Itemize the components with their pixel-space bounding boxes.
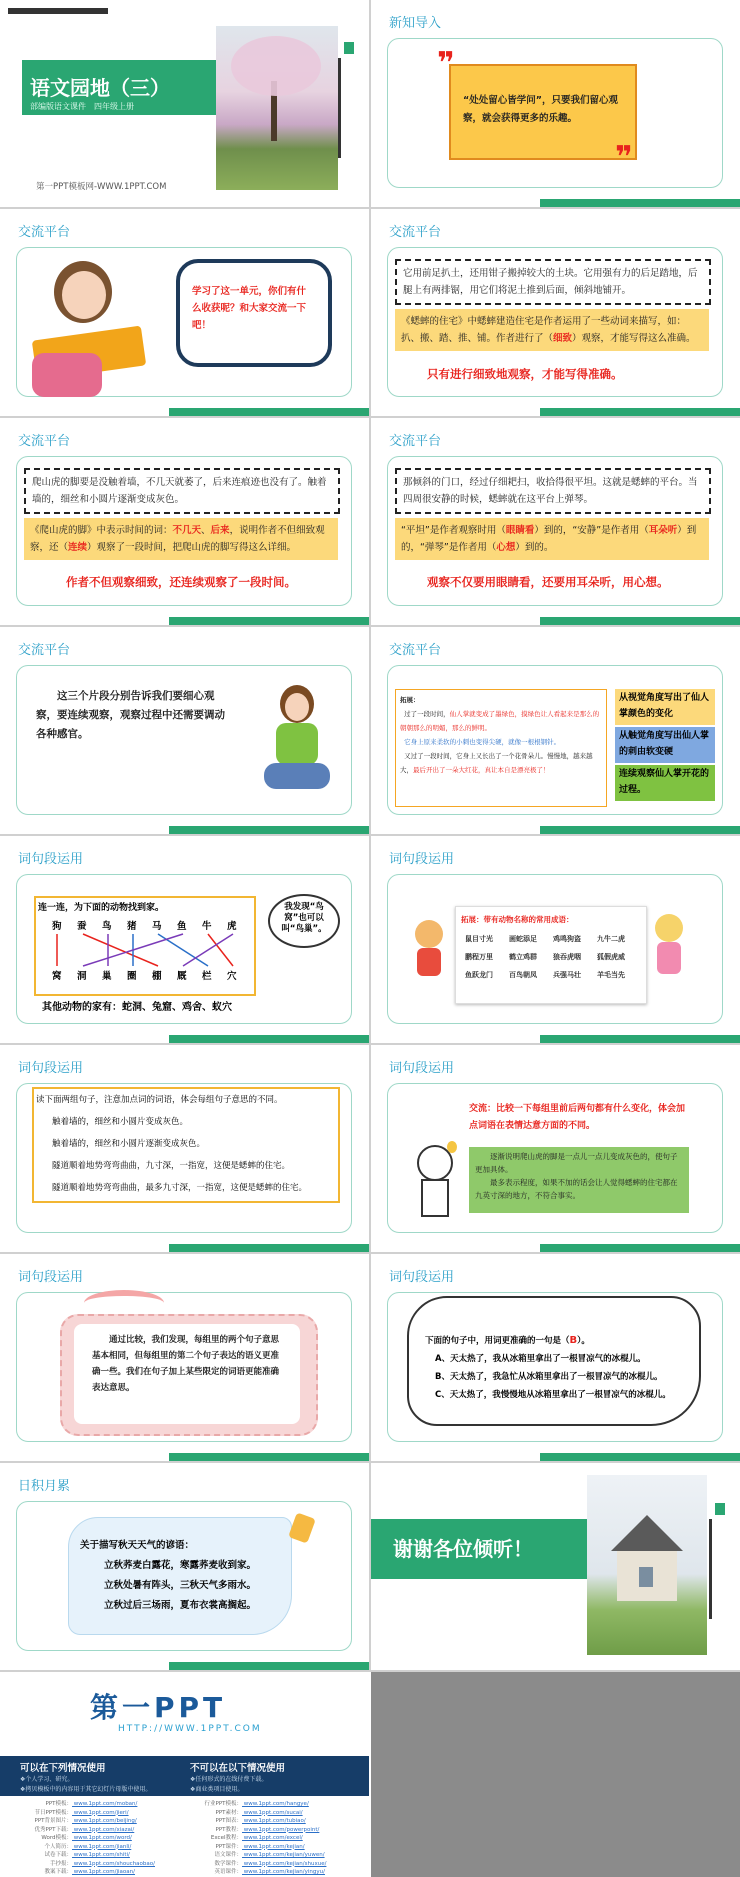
slide-heading: 新知导入	[389, 16, 442, 31]
slide-heading: 交流平台	[18, 434, 71, 449]
footer-link[interactable]: www.1ppt.com/sucai/	[242, 1809, 303, 1816]
passage-line-2	[400, 735, 602, 749]
footer-link-label: PPT背景图片：	[34, 1818, 72, 1824]
passage-label: 拓展：	[400, 696, 420, 704]
sentence-2: 触着墙的，细丝和小圆片逐渐变成灰色。	[52, 1139, 206, 1149]
cover-site: 第一PPT模板网-WWW.1PPT.COM	[36, 182, 167, 192]
idiom-item: 画蛇添足	[509, 935, 537, 943]
footer-link[interactable]: www.1ppt.com/kejian/yuwen/	[242, 1852, 325, 1858]
footer-link-label: 数学课件：	[214, 1860, 242, 1867]
passage-line-1	[400, 707, 602, 735]
note-text: 通过比较，我们发现，每组里的两个句子意思基本相同，但每组里的第二个句子表达的语义更准确一些。我们在句子加上某些限定的词语更能准确表达意思。	[92, 1335, 280, 1393]
passage-2: 它身上原来柔软的小刺也变得尖硬，就像一根根钢针。	[404, 738, 561, 746]
passage-1b: 仙人掌就变成了墨绿色，摸绿色让人看起来是那么的朝朝那么的明媚，那么的鲜明。	[400, 710, 600, 732]
slide-accumulate[interactable]	[0, 1463, 369, 1670]
excerpt-box: 那倾斜的门口，经过仔细耙扫，收拾得很平坦。这就是蟋蟀的平台。当四周很安静的时候，蟋蟀就在这平台上弹琴。	[395, 468, 711, 514]
footer-link-row	[20, 1868, 180, 1877]
cover-subtitle: 部编版语文课件 四年级上册	[30, 102, 134, 111]
footer-link-label: PPT图表：	[215, 1818, 242, 1824]
home-label[interactable]: 圈	[127, 971, 137, 982]
footer-link[interactable]: www.1ppt.com/jianli/	[72, 1843, 132, 1850]
conclusion-text: 只有进行细致地观察，才能写得准确。	[427, 367, 623, 381]
footer-link-label: PPT素材：	[215, 1809, 242, 1816]
home-label[interactable]: 穴	[227, 971, 237, 982]
passage-1a: 过了一段时间，	[404, 710, 450, 718]
footer-link[interactable]: www.1ppt.com/kejian/	[242, 1843, 305, 1850]
analysis-text-2: 、	[201, 525, 211, 536]
footer-link[interactable]: www.1ppt.com/xiazai/	[72, 1826, 135, 1833]
footer-link-row	[20, 1809, 180, 1818]
analysis-text-1: “平坦”是作者观察时用（	[401, 525, 506, 536]
idiom-item: 鸡鸣狗盗	[553, 935, 581, 943]
footer-link[interactable]: www.1ppt.com/beijing/	[72, 1818, 137, 1824]
home-label[interactable]: 棚	[152, 971, 162, 982]
footer-link-row	[20, 1860, 180, 1869]
thanks-green-square	[715, 1503, 725, 1515]
footer-link-label: 英语课件：	[214, 1869, 242, 1875]
cactus-passage	[395, 689, 607, 807]
sitting-girl-illustration	[262, 683, 332, 803]
footer-link-row	[20, 1817, 180, 1826]
analysis-text-a: 《蟋蟀的住宅》中蟋蟀建造住宅是作者运用了一些动词来描写，如：扒、搬、踏、推、铺。作者进行了（	[401, 316, 687, 344]
analysis-text-3: ，说明作者不但细致观察，还（	[30, 525, 325, 553]
proverb-3: 立秋过后三场雨，夏布衣裳高搁起。	[104, 1600, 257, 1611]
animal-label[interactable]: 马	[152, 921, 162, 932]
slide-heading: 词句段运用	[18, 1270, 84, 1285]
idiom-item: 鱼跃龙门	[465, 971, 493, 979]
footer-bar	[540, 617, 740, 625]
analysis-answer: 细致	[553, 333, 573, 344]
analysis-answer-2: 后来	[210, 525, 230, 536]
footer-cannot-title: 不可以在以下情况使用	[190, 1763, 286, 1774]
analysis-answer-1: 不几天	[172, 525, 202, 536]
footer-link-label: 行业PPT模板：	[204, 1801, 242, 1807]
home-label[interactable]: 厩	[177, 971, 187, 982]
matching-instruction: 连一连，为下面的动物找到家。	[38, 903, 165, 913]
slide-share-2[interactable]	[371, 209, 740, 416]
slide-share-4[interactable]	[371, 418, 740, 625]
idiom-item: 狐假虎威	[597, 953, 625, 961]
analysis-answer-3: 心想	[496, 542, 516, 553]
footer-link[interactable]: www.1ppt.com/hangye/	[242, 1801, 309, 1807]
girl-reading-illustration	[14, 253, 159, 403]
slide-cover[interactable]	[0, 0, 369, 207]
mcq-option-b[interactable]: B、天太热了，我急忙从冰箱里拿出了一根冒凉气的冰棍儿。	[435, 1372, 663, 1382]
passage-line-3	[400, 749, 602, 777]
idiom-item: 鼠目寸光	[465, 935, 493, 943]
idiom-item: 狼吞虎咽	[553, 953, 581, 961]
slide-intro[interactable]	[371, 0, 740, 207]
slide-words-3[interactable]	[0, 1045, 369, 1252]
footer-bar	[540, 826, 740, 834]
animal-label[interactable]: 狗	[52, 921, 62, 932]
slide-share-5[interactable]	[0, 627, 369, 834]
slide-words-2[interactable]	[371, 836, 740, 1043]
footer-links-right	[190, 1800, 360, 1877]
animal-label[interactable]: 猪	[127, 921, 137, 932]
footer-bar	[169, 1453, 369, 1461]
mcq-question	[425, 1334, 590, 1346]
footer-link-label: 优秀PPT下载：	[34, 1826, 72, 1833]
slide-heading: 交流平台	[389, 225, 442, 240]
analysis-box	[24, 518, 338, 560]
cover-side-bar	[338, 58, 341, 158]
matching-lines	[52, 932, 252, 968]
cherry-tree-photo	[216, 26, 338, 190]
footer-link[interactable]: www.1ppt.com/kejian/yingyu/	[242, 1869, 325, 1875]
idiom-board-title: 拓展：带有动物名称的常用成语：	[461, 915, 574, 924]
analysis-text-4: ）观察了一段时间，把爬山虎的脚写得这么详细。	[87, 542, 297, 553]
footer-can-1: ❖个人学习、研究。	[20, 1776, 74, 1783]
footer-link-row	[20, 1843, 180, 1852]
home-row	[52, 968, 252, 982]
excerpt-box: 爬山虎的脚要是没触着墙，不几天就萎了，后来连痕迹也没有了。触着墙的，细丝和小圆片逐渐变成灰色。	[24, 468, 340, 514]
slide-heading: 词句段运用	[18, 852, 84, 867]
analysis-answer-3: 连续	[68, 542, 88, 553]
footer-bar	[169, 617, 369, 625]
bubble-text: 学习了这一单元，你们有什么收获呢？和大家交流一下吧！	[192, 286, 307, 331]
thanks-title: 谢谢各位倾听！	[393, 1537, 533, 1561]
footer-bar	[540, 199, 740, 207]
slide-heading: 交流平台	[389, 434, 442, 449]
mcq-option-c[interactable]: C、天太热了，我慢慢地从冰箱里拿出了一根冒凉气的冰棍儿。	[435, 1390, 671, 1400]
proverb-intro: 关于描写秋天天气的谚语：	[80, 1540, 195, 1551]
footer-link[interactable]: www.1ppt.com/excel/	[242, 1835, 303, 1841]
mcq-answer: B	[569, 1335, 578, 1346]
mcq-question-b: ）。	[577, 1336, 590, 1346]
footer-bar	[169, 826, 369, 834]
proverb-2: 立秋处暑有阵头，三秋天气多雨水。	[104, 1580, 257, 1591]
footer-link-label: 节日PPT模板：	[34, 1809, 72, 1816]
home-label[interactable]: 栏	[202, 971, 212, 982]
footer-link-label: 教案下载：	[44, 1869, 72, 1875]
idiom-item: 兵强马壮	[553, 971, 581, 979]
footer-link-row	[190, 1826, 360, 1835]
idiom-grid	[465, 934, 641, 980]
scroll-banner	[68, 1517, 292, 1635]
footer-link[interactable]: www.1ppt.com/tubiao/	[242, 1818, 306, 1824]
animal-label[interactable]: 鸟	[102, 921, 112, 932]
footer-link[interactable]: www.1ppt.com/shiti/	[72, 1852, 130, 1858]
footer-link[interactable]: www.1ppt.com/word/	[72, 1835, 132, 1841]
footer-bar	[169, 1035, 369, 1043]
slide-words-5[interactable]	[0, 1254, 369, 1461]
mcq-question-a: 下面的句子中，用词更准确的一句是（	[425, 1336, 570, 1346]
quote-open-icon: ❞	[437, 46, 455, 81]
comparison-question: 交流：比较一下每组里前后两句都有什么变化，体会加点词语在表情达意方面的不同。	[469, 1104, 686, 1131]
sentence-1: 触着墙的，细丝和小圆片变成灰色。	[52, 1117, 189, 1127]
home-label[interactable]: 洞	[77, 971, 87, 982]
analysis-text-4: ）到的。	[515, 542, 554, 553]
footer-link-row	[190, 1834, 360, 1843]
slide-heading: 交流平台	[389, 643, 442, 658]
footer-link[interactable]: www.1ppt.com/jiaoan/	[72, 1869, 135, 1875]
answer-2: 最多表示程度，如果不加的话会让人觉得蟋蟀的住宅都在九英寸深的地方，不符合事实。	[475, 1178, 678, 1200]
analysis-text-3: ）到的，“弹琴”是作者用（	[401, 525, 697, 553]
footer-link-row	[20, 1800, 180, 1809]
idiom-item: 羊毛当先	[597, 971, 625, 979]
empty-gray-area	[371, 1672, 740, 1877]
footer-cannot-2: ❖商业类项目使用。	[190, 1786, 244, 1793]
animal-label[interactable]: 牛	[202, 921, 212, 932]
footer-bar	[540, 1244, 740, 1252]
slide-words-1[interactable]	[0, 836, 369, 1043]
boy-carrying-illustration	[409, 920, 449, 990]
teacher-illustration	[409, 1141, 459, 1221]
idiom-item: 鹏程万里	[465, 953, 493, 961]
other-homes-text: 其他动物的家有：蛇洞、兔窟、鸡舍、蚁穴	[42, 1002, 232, 1013]
footer-link-label: 试卷下载：	[44, 1852, 72, 1858]
footer-link-row	[190, 1851, 360, 1860]
cover-top-bar	[8, 8, 108, 14]
footer-link[interactable]: www.1ppt.com/moban/	[72, 1801, 138, 1807]
thanks-side-bar	[709, 1519, 712, 1619]
slide-heading: 词句段运用	[389, 1061, 455, 1076]
sentence-3: 隧道顺着地势弯弯曲曲，九寸深，一指宽，这便是蟋蟀的住宅。	[52, 1161, 291, 1171]
idiom-item: 百鸟朝凤	[509, 971, 537, 979]
footer-bar	[540, 408, 740, 416]
analysis-text-b: ）观察，才能写得这么准确。	[572, 333, 696, 344]
footer-link-label: Word模板：	[41, 1835, 72, 1841]
analysis-box	[395, 309, 709, 351]
animal-label[interactable]: 虎	[227, 921, 237, 932]
footer-url[interactable]: HTTP://WWW.1PPT.COM	[118, 1724, 262, 1734]
footer-bar	[169, 1244, 369, 1252]
footer-link-row	[20, 1834, 180, 1843]
footer-link-row	[190, 1868, 360, 1877]
footer-link-row	[190, 1809, 360, 1818]
cover-title: 语文园地（三）	[30, 76, 170, 100]
quote-text: “处处留心皆学问”，只要我们留心观察，就会获得更多的乐趣。	[463, 95, 618, 124]
slide-words-4[interactable]	[371, 1045, 740, 1252]
slide-heading: 词句段运用	[18, 1061, 84, 1076]
note-visual: 从视觉角度写出了仙人掌颜色的变化	[615, 689, 715, 725]
footer-link-row	[190, 1800, 360, 1809]
footer-link-label: PPT课件：	[215, 1843, 242, 1850]
analysis-text-2: ）到的，“安静”是作者用（	[534, 525, 649, 536]
footer-link-label: Excel教程：	[210, 1835, 242, 1841]
slide-words-6[interactable]	[371, 1254, 740, 1461]
passage-3a: 又过了一段时间，它身上又长出了一个花骨朵儿。慢慢地，越来越大，	[400, 752, 593, 774]
animal-label[interactable]: 蚕	[77, 921, 87, 932]
slide-heading: 日积月累	[18, 1479, 71, 1494]
cover-green-square	[344, 42, 354, 54]
idiom-item: 九牛二虎	[597, 935, 625, 943]
slide-share-3[interactable]	[0, 418, 369, 625]
summary-text: 这三个片段分别告诉我们要细心观察，要连续观察，观察过程中还需要调动各种感官。	[36, 690, 225, 740]
footer-logo: 第一PPT	[90, 1691, 227, 1724]
conclusion-text: 观察不仅要用眼睛看，还要用耳朵听，用心想。	[427, 575, 669, 589]
home-label[interactable]: 巢	[102, 971, 112, 982]
footer-slide[interactable]	[0, 1672, 369, 1877]
idiom-item: 鹤立鸡群	[509, 953, 537, 961]
slide-share-6[interactable]	[371, 627, 740, 834]
slide-heading: 交流平台	[18, 643, 71, 658]
sentence-4: 隧道顺着地势弯弯曲曲，最多九寸深，一指宽，这便是蟋蟀的住宅。	[52, 1183, 308, 1193]
slide-heading: 交流平台	[18, 225, 71, 240]
footer-can-title: 可以在下列情况使用	[20, 1763, 106, 1774]
thought-bubble-text: 我发现“鸟窝”也可以叫“鸟巢”。	[281, 902, 327, 934]
footer-link-label: PPT教程：	[215, 1826, 242, 1833]
analysis-box	[395, 518, 709, 560]
footer-link-label: 个人简历：	[44, 1843, 72, 1850]
footer-link[interactable]: www.1ppt.com/shouchaobao/	[72, 1860, 155, 1867]
footer-link-label: PPT模板：	[45, 1801, 72, 1807]
slide-heading: 词句段运用	[389, 1270, 455, 1285]
house-photo	[587, 1475, 707, 1655]
note-touch: 从触觉角度写出仙人掌的刺由软变硬	[615, 727, 715, 763]
footer-link-row	[20, 1851, 180, 1860]
slide-heading: 词句段运用	[389, 852, 455, 867]
note-continuous: 连续观察仙人掌开花的过程。	[615, 765, 715, 801]
excerpt-box: 它用前足扒土，还用钳子搬掉较大的土块。它用强有力的后足踏地，后腿上有两排锯，用它们将泥土推到后面，倾斜地铺开。	[395, 259, 711, 305]
footer-link-row	[190, 1860, 360, 1869]
analysis-answer-2: 耳朵听	[648, 525, 678, 536]
girl-carrying-illustration	[649, 914, 689, 990]
footer-link-row	[190, 1843, 360, 1852]
animal-row	[52, 918, 252, 932]
proverb-1: 立秋荞麦白露花，寒露荞麦收到家。	[104, 1560, 257, 1571]
footer-link-label: 手抄报：	[49, 1860, 72, 1867]
footer-links-left	[20, 1800, 180, 1877]
slide-thanks[interactable]	[371, 1463, 740, 1670]
rainbow-decoration	[84, 1290, 164, 1316]
footer-bar	[540, 1453, 740, 1461]
animal-label[interactable]: 鱼	[177, 921, 187, 932]
footer-bar	[540, 1035, 740, 1043]
analysis-text-1: 《爬山虎的脚》中表示时间的词：	[30, 525, 173, 536]
footer-cannot-1: ❖任何形式的在线付费下载。	[190, 1776, 268, 1783]
footer-can-2: ❖拷贝模板中的内容用于其它幻灯片母版中使用。	[20, 1786, 152, 1793]
quote-close-icon: ❞	[615, 140, 633, 175]
slide-share-1[interactable]	[0, 209, 369, 416]
analysis-answer-1: 眼睛看	[505, 525, 535, 536]
footer-link[interactable]: www.1ppt.com/jieri/	[72, 1809, 129, 1816]
answer-1: 逐渐说明爬山虎的脚是一点儿一点儿变成灰色的，使句子更加具体。	[475, 1152, 678, 1174]
footer-link[interactable]: www.1ppt.com/powerpoint/	[242, 1826, 320, 1833]
conclusion-text: 作者不但观察细致，还连续观察了一段时间。	[66, 575, 296, 589]
mcq-option-a[interactable]: A、天太热了，我从冰箱里拿出了一根冒凉气的冰棍儿。	[435, 1354, 646, 1364]
footer-link[interactable]: www.1ppt.com/kejian/shuxue/	[242, 1860, 327, 1867]
home-label[interactable]: 窝	[52, 971, 62, 982]
passage-3b: 最后开出了一朵大红花，真让本自是漂亮极了！	[413, 766, 550, 774]
footer-bar	[169, 1662, 369, 1670]
sentence-intro: 读下面两组句子，注意加点词的词语，体会每组句子意思的不同。	[36, 1095, 283, 1105]
footer-bar	[169, 408, 369, 416]
answer-box	[469, 1147, 689, 1213]
footer-link-row	[20, 1826, 180, 1835]
footer-link-row	[190, 1817, 360, 1826]
footer-link-label: 语文课件：	[214, 1852, 242, 1858]
